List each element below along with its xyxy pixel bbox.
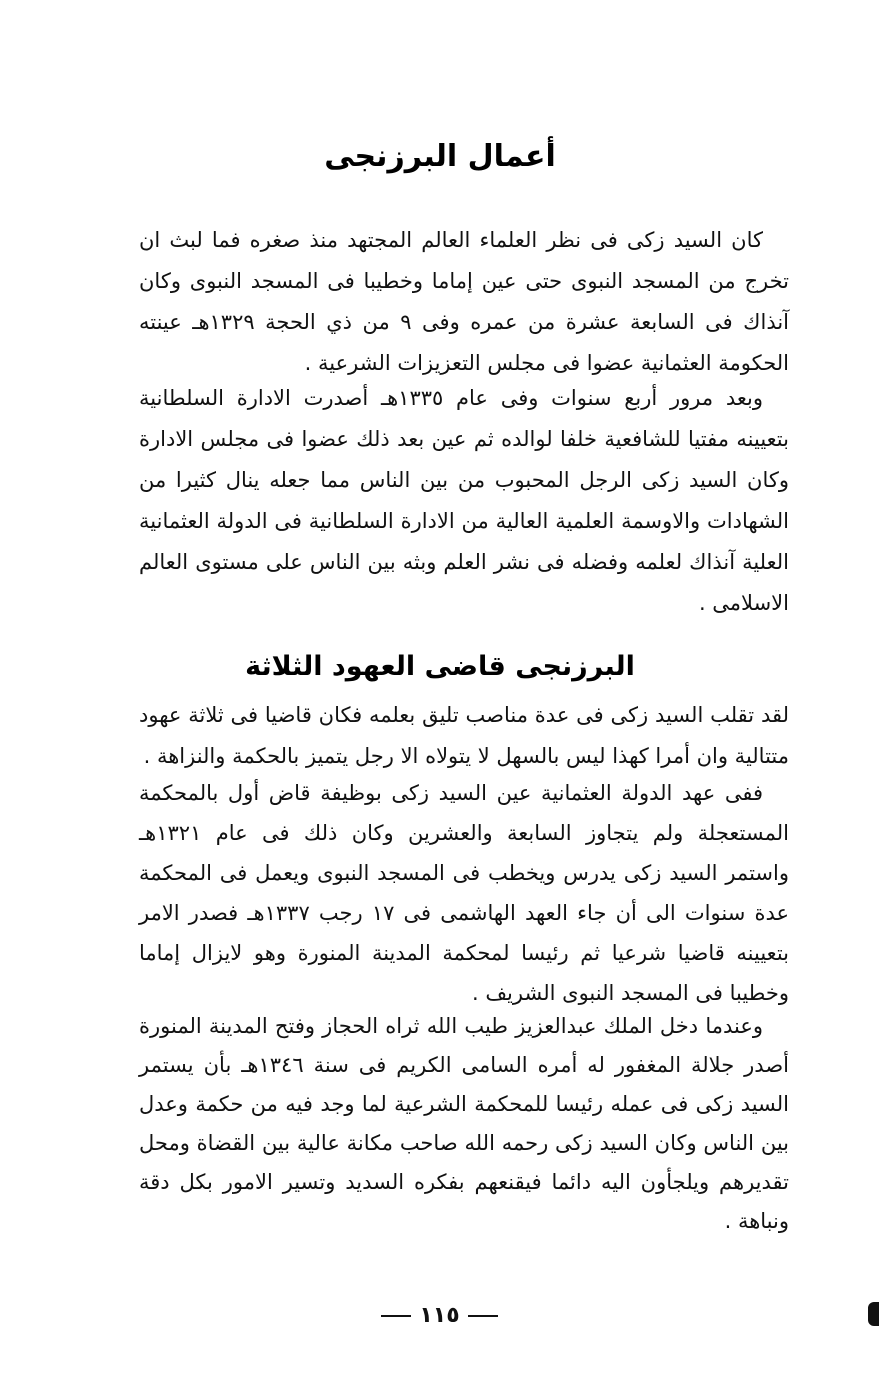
right-dash-divider <box>381 1315 411 1317</box>
section-title-three-eras-judge: البرزنجى قاضى العهود الثلاثة <box>245 651 635 682</box>
paragraph-judge-intro: لقد تقلب السيد زكى فى عدة مناصب تليق بعلمه فكان قاضيا فى ثلاثة عهود متتالية وان أمرا كهذا ليس بالسهل لا يتولاه الا رجل يتميز بالحكمة والنزاهة . <box>139 703 789 768</box>
section-title-barzanji-works: أعمال البرزنجى <box>324 139 556 174</box>
page-number: ١١٥ <box>419 1303 460 1328</box>
paragraph-ottoman-hashemite-era: ففى عهد الدولة العثمانية عين السيد زكى بوظيفة قاض أول بالمحكمة المستعجلة ولم يتجاوز السابعة والعشرين وكان ذلك فى عام ١٣٢١هـ واستمر السيد زكى يدرس ويخطب فى المسجد النبوى ويعمل فى المحكمة عدة سنوات الى أن جاء العهد الهاشمى فى ١٧ رجب ١٣٣٧هـ فصدر الامر بتعيينه قاضيا شرعيا ثم رئيسا لمحكمة المدينة المنورة وهو لايزال إماما وخطيبا فى المسجد النبوى الشريف . <box>139 781 790 1005</box>
left-dash-divider <box>468 1315 498 1317</box>
binding-hole-mark <box>868 1302 879 1326</box>
paragraph-mufti-appointment: وبعد مرور أربع سنوات وفى عام ١٣٣٥هـ أصدرت الادارة السلطانية بتعيينه مفتيا للشافعية خلفا لوالده ثم عين بعد ذلك عضوا فى مجلس الادارة وكان السيد زكى الرجل المحبوب من بين الناس مما جعله ينال كثيرا من الشهادات والاوسمة العلمية العالية من الادارة السلطانية فى الدولة العثمانية العلية آنذاك لعلمه وفضله فى نشر العلم وبثه بين الناس على مستوى العالم الاسلامى . <box>139 386 789 615</box>
paragraph-saudi-era: وعندما دخل الملك عبدالعزيز طيب الله ثراه الحجاز وفتح المدينة المنورة أصدر جلالة المغفور له أمره السامى الكريم فى سنة ١٣٤٦هـ بأن يستمر السيد زكى فى عمله رئيسا للمحكمة الشرعية لما وجد فيه من حكمة وعدل بين الناس وكان السيد زكى رحمه الله صاحب مكانة عالية بين القضاة ومحل تقديرهم ويلجأون اليه دائما فيقنعهم بفكره السديد وتسير الامور بكل دقة ونباهة . <box>139 1014 789 1233</box>
page-number-footer <box>0 1300 879 1332</box>
paragraph-early-career: كان السيد زكى فى نظر العلماء العالم المجتهد منذ صغره فما لبث ان تخرج من المسجد النبوى حتى عين إماما وخطيبا فى المسجد النبوى وكان آنذاك فى السابعة عشرة من عمره وفى ٩ من ذي الحجة ١٣٢٩هـ عينته الحكومة العثمانية عضوا فى مجلس التعزيزات الشرعية . <box>139 228 790 375</box>
